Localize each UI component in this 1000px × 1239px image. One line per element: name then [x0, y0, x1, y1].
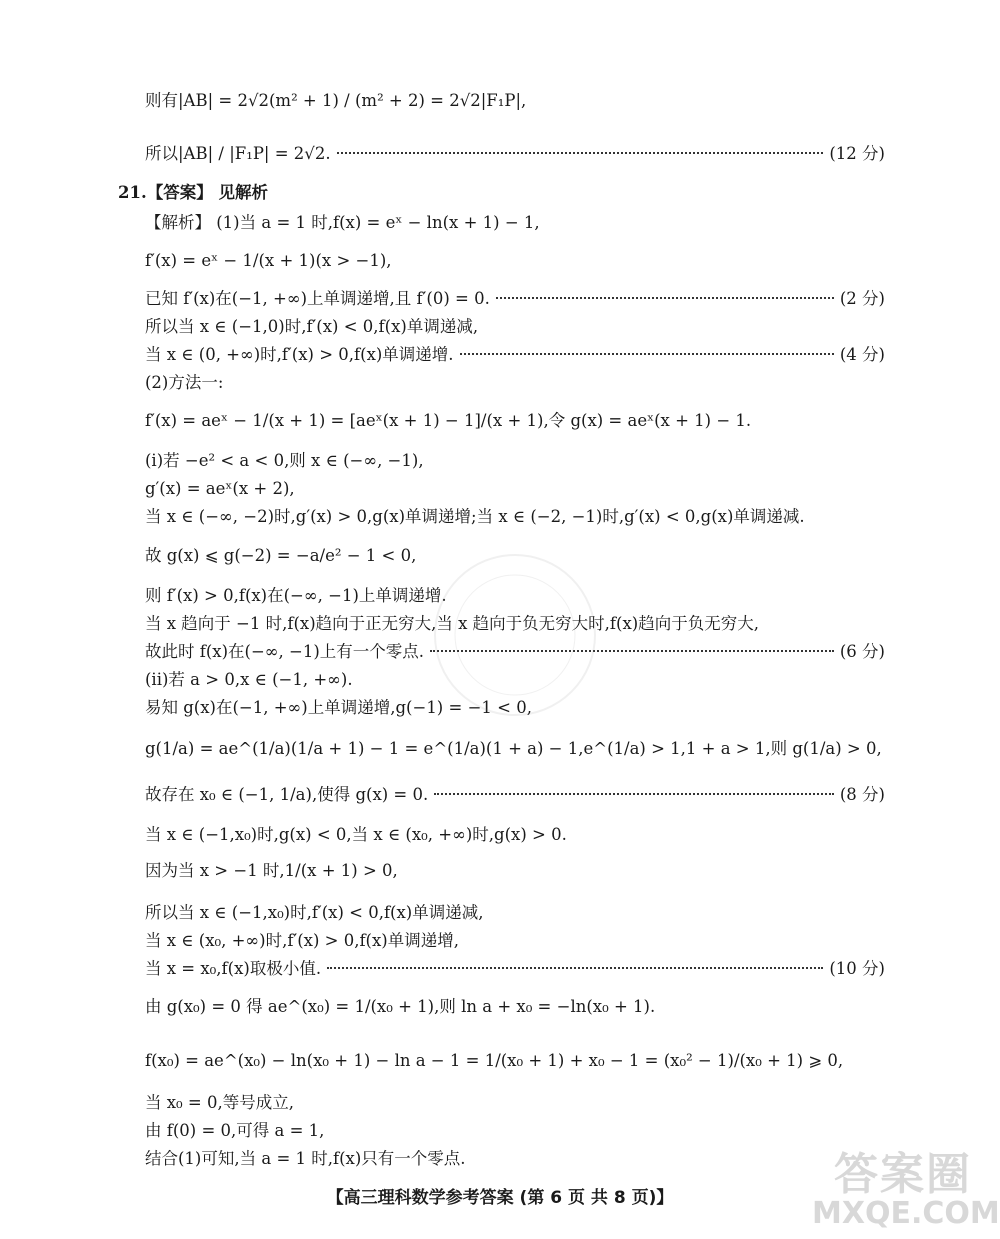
line-conclusion [145, 1148, 885, 1170]
line-text: 当 x ∈ (−1,x₀)时,g(x) < 0,当 x ∈ (x₀, +∞)时,g(x) > 0. [145, 825, 567, 844]
line-text: 所以当 x ∈ (−1,x₀)时,f′(x) < 0,f(x)单调递减, [145, 903, 484, 922]
question-21-answer [118, 182, 885, 204]
line-ab-expression [145, 90, 885, 112]
leader-dots [327, 967, 823, 969]
line-text: 当 x 趋向于 −1 时,f(x)趋向于正无穷大,当 x 趋向于负无穷大时,f(x)趋向于负无穷大, [145, 614, 759, 633]
line-text: 已知 f′(x)在(−1, +∞)上单调递增,且 f′(0) = 0. [145, 289, 490, 308]
line-g-sign [145, 824, 885, 846]
line-monotonic-1 [145, 288, 885, 310]
line-text: 21.【答案】 见解析 [118, 183, 268, 202]
line-f-x0 [145, 1050, 885, 1072]
watermark-stamp-icon [425, 545, 605, 725]
line-min-value [145, 958, 885, 980]
line-text: 由 g(x₀) = 0 得 ae^(x₀) = 1/(x₀ + 1),则 ln a + x₀ = −ln(x₀ + 1). [145, 997, 656, 1016]
line-g-monotonic [145, 506, 885, 528]
logo-url: MXQE.COM [812, 1196, 1000, 1231]
score-label: (10 分) [829, 959, 885, 978]
line-text: g′(x) = aeˣ(x + 2), [145, 479, 295, 498]
line-analysis-1 [145, 212, 885, 234]
line-text: 当 x ∈ (x₀, +∞)时,f′(x) > 0,f(x)单调递增, [145, 931, 459, 950]
leader-dots [337, 152, 824, 154]
line-because [145, 860, 885, 882]
line-g-one-over-a [145, 738, 885, 760]
line-exists-x0 [145, 784, 885, 806]
line-text: 结合(1)可知,当 a = 1 时,f(x)只有一个零点. [145, 1149, 466, 1168]
score-label: (12 分) [829, 144, 885, 163]
line-a-equals-1 [145, 1120, 885, 1142]
score-label: (2 分) [839, 289, 885, 308]
line-decreasing [145, 316, 885, 338]
score-label: (6 分) [839, 642, 885, 661]
line-text: 当 x ∈ (0, +∞)时,f′(x) > 0,f(x)单调递增. [145, 345, 454, 364]
leader-dots [434, 793, 834, 795]
line-text: f′(x) = eˣ − 1/(x + 1)(x > −1), [145, 251, 392, 270]
score-label: (8 分) [839, 785, 885, 804]
leader-dots [496, 297, 834, 299]
line-text: 因为当 x > −1 时,1/(x + 1) > 0, [145, 861, 398, 880]
line-text: (ii)若 a > 0,x ∈ (−1, +∞). [145, 670, 353, 689]
line-text: f(x₀) = ae^(x₀) − ln(x₀ + 1) − ln a − 1 = 1/(x₀ + 1) + x₀ − 1 = (x₀² − 1)/(x₀ + 1) ⩾ 0, [145, 1051, 844, 1070]
score-label: (4 分) [839, 345, 885, 364]
line-text: g(1/a) = ae^(1/a)(1/a + 1) − 1 = e^(1/a)(1 + a) − 1,e^(1/a) > 1,1 + a > 1,则 g(1/a) > 0, [145, 739, 882, 758]
line-case-i [145, 450, 885, 472]
line-f-increasing-x0 [145, 930, 885, 952]
line-f-decreasing [145, 902, 885, 924]
line-text: 所以|AB| / |F₁P| = 2√2. [145, 144, 331, 163]
line-text: 由 f(0) = 0,可得 a = 1, [145, 1121, 325, 1140]
line-text: 故 g(x) ⩽ g(−2) = −a/e² − 1 < 0, [145, 546, 417, 565]
leader-dots [460, 353, 834, 355]
line-increasing [145, 344, 885, 366]
line-text: 当 x ∈ (−∞, −2)时,g′(x) > 0,g(x)单调递增;当 x ∈ (−2, −1)时,g′(x) < 0,g(x)单调递减. [145, 507, 805, 526]
line-method-one [145, 372, 885, 394]
line-g-derivative [145, 478, 885, 500]
line-text: 故此时 f(x)在(−∞, −1)上有一个零点. [145, 642, 425, 661]
line-text: 当 x = x₀,f(x)取极小值. [145, 959, 322, 978]
line-text: 易知 g(x)在(−1, +∞)上单调递增,g(−1) = −1 < 0, [145, 698, 532, 717]
line-equality [145, 1092, 885, 1114]
line-ab-ratio [145, 143, 885, 165]
logo-text: 答案圈 [834, 1149, 972, 1200]
line-text: 当 x₀ = 0,等号成立, [145, 1093, 294, 1112]
line-text: f′(x) = aeˣ − 1/(x + 1) = [aeˣ(x + 1) − 1]/(x + 1),令 g(x) = aeˣ(x + 1) − 1. [145, 411, 752, 430]
line-text: 【解析】 (1)当 a = 1 时,f(x) = eˣ − ln(x + 1) − 1, [145, 213, 540, 232]
line-derivative [145, 250, 885, 272]
line-text: (2)方法一: [145, 373, 224, 392]
line-text: 所以当 x ∈ (−1,0)时,f′(x) < 0,f(x)单调递减, [145, 317, 479, 336]
site-logo [812, 1138, 1000, 1234]
line-text: (i)若 −e² < a < 0,则 x ∈ (−∞, −1), [145, 451, 424, 470]
line-text: 故存在 x₀ ∈ (−1, 1/a),使得 g(x) = 0. [145, 785, 429, 804]
line-text: 则 f′(x) > 0,f(x)在(−∞, −1)上单调递增. [145, 586, 447, 605]
page-footer: 【高三理科数学参考答案 (第 6 页 共 8 页)】 [326, 1188, 674, 1208]
line-g-x0-zero [145, 996, 885, 1018]
line-text: 则有|AB| = 2√2(m² + 1) / (m² + 2) = 2√2|F₁P|, [145, 91, 527, 110]
line-g-definition [145, 410, 885, 432]
